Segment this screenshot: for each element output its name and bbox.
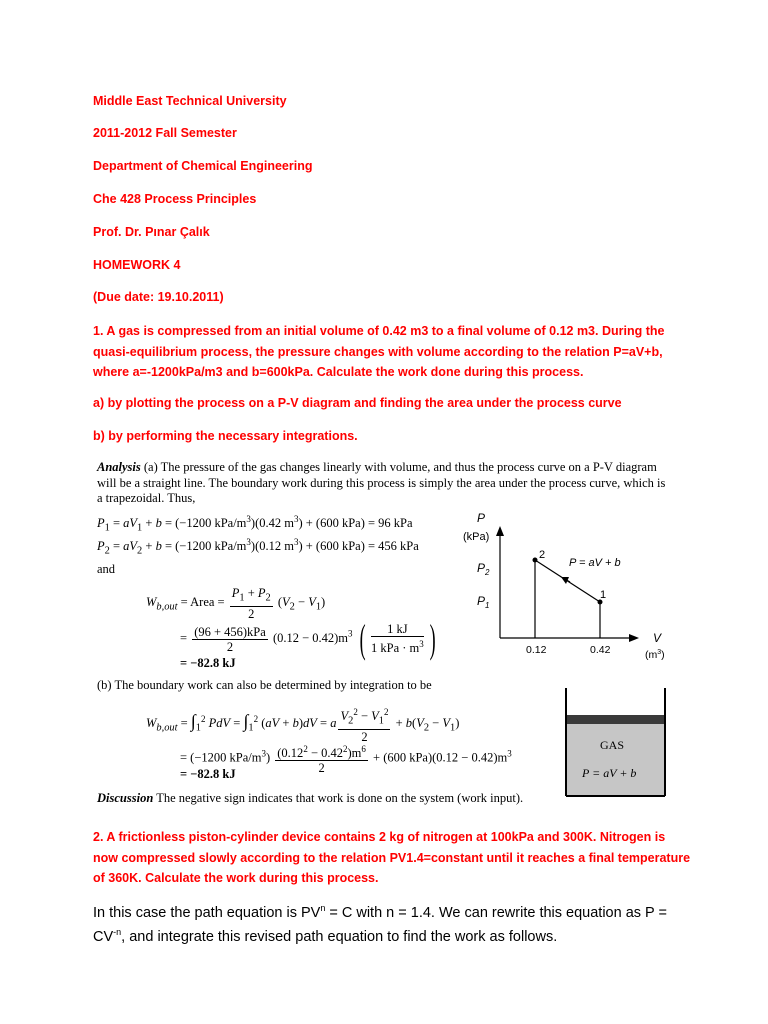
university-name: Middle East Technical University — [93, 94, 287, 108]
gas-region — [566, 724, 665, 796]
due-date: (Due date: 19.10.2011) — [93, 290, 224, 304]
part-b-text-content: (b) The boundary work can also be determined by integration to be — [97, 678, 432, 692]
equation-integral: $W_{b,out} = \int_1^2$ PdV = $\int_1^2$ (aV + b)dV = a $\frac{V_2^2 - V_1^2}{2}$ + $b(V_2 - V_1)$ — [146, 707, 460, 744]
equation-p2: $P_2 = aV_2 + b = (-1200$ kPa/$m^3)(0.12$ $m^3) + (600$ kPa) = 456 kPa — [97, 537, 419, 557]
and-word: and — [97, 562, 116, 576]
equation-work-numeric: = $\frac{\text{(96 + 456)kPa}}{2}$ $(0.12 - 0.42)m^3$ ( $\frac{1 kJ}{1 kPa \cdot m^3}$ ) — [180, 616, 436, 661]
cylinder-relation: P = aV + b — [582, 766, 637, 780]
analysis-label: Analysis — [97, 460, 141, 474]
p2-label: $P_2$ — [477, 561, 490, 577]
problem-1-part-a: a) by plotting the process on a P-V diagram and finding the area under the process curve — [93, 396, 622, 410]
point-1-label: 1 — [600, 589, 607, 601]
problem-1-text: 1. A gas is compressed from an initial volume of 0.42 m3 to a final volume of 0.12 m3. During the quasi-equilibrium process, the pressure changes with volume according to the relation P=aV+b, where a=-1200kPa/m3 and b=600kPa. Calculate the work done during this process. — [93, 324, 665, 379]
solution-2-part-a: In this case the path equation is PV — [93, 904, 321, 921]
semester: 2011-2012 Fall Semester — [93, 126, 237, 140]
solution-2-text: In this case the path equation is $PV^n = C$ with n = 1.4. We can rewrite this equation as $P = CV^{-n}$, and integrate this revised path equation to find the work as follows. — [93, 903, 667, 945]
relation-label: P = aV + b — [569, 557, 621, 569]
x-axis-arrow — [629, 634, 639, 642]
result-b: = −82.8 kJ — [180, 767, 236, 781]
discussion-text: The negative sign indicates that work is done on the system (work input). — [156, 791, 524, 805]
discussion — [97, 791, 523, 806]
x-tick-0-42: 0.42 — [590, 644, 611, 656]
point-2-label: 2 — [539, 549, 546, 561]
x-axis-unit: $(m^3)$ — [645, 649, 665, 661]
x-tick-0-12: 0.12 — [526, 644, 547, 656]
piston — [566, 715, 665, 724]
solution-2-part-c: , and integrate this revised path equation to find the work as follows. — [121, 928, 558, 945]
course-title: Che 428 Process Principles — [93, 192, 257, 206]
homework-title: HOMEWORK 4 — [93, 258, 181, 272]
y-axis-label: P — [477, 511, 486, 525]
department: Department of Chemical Engineering — [93, 159, 313, 173]
y-axis-unit: (kPa) — [463, 531, 490, 543]
problem-2-text: 2. A frictionless piston-cylinder device contains 2 kg of nitrogen at 100kPa and 300K. Nitrogen is now compressed slowly according to the relation PV1.4=constant until it reaches a final temperature of 360K. Calculate the work during this process. — [93, 830, 691, 885]
instructor: Prof. Dr. Pınar Çalık — [93, 225, 210, 239]
p1-label: $P_1$ — [477, 594, 490, 610]
analysis-text: (a) The pressure of the gas changes linearly with volume, and thus the process curve on a P-V diagram will be a straight line. The boundary work during this process is simply the area under the process curve, which is a trapezoidal. Thus, — [97, 460, 666, 505]
result-a: = −82.8 kJ — [180, 656, 236, 670]
pv-diagram — [455, 510, 675, 665]
x-axis-label: V — [653, 631, 662, 645]
piston-cylinder-diagram — [560, 686, 672, 800]
problem-1-part-b: b) by performing the necessary integrations. — [93, 429, 358, 443]
equation-integral-numeric: = (−1200 kPa/$m^3$) $\frac{(0.12^2 - 0.42^2)m^6}{2}$ + (600 $kPa)(0.12 - 0.42)m^3$ — [180, 744, 512, 776]
state-2-point — [533, 558, 538, 563]
equation-work-area: $W_{b,out}$ = Area = $\frac{P_1 + P_2}{2}$ $(V_2 - V_1)$ — [146, 586, 326, 621]
gas-label: GAS — [600, 738, 625, 752]
discussion-label: Discussion — [97, 791, 154, 805]
part-b-text — [97, 678, 432, 693]
analysis-paragraph — [97, 460, 667, 507]
solution-2-part-b: = C with n = 1.4. We can rewrite this equation as P = CV — [93, 904, 667, 945]
equation-p1: $P_1 = aV_1 + b = (-1200$ kPa/$m^3)(0.42$ $m^3) + (600$ kPa) = 96 kPa — [97, 514, 413, 534]
y-axis-arrow — [496, 526, 504, 536]
